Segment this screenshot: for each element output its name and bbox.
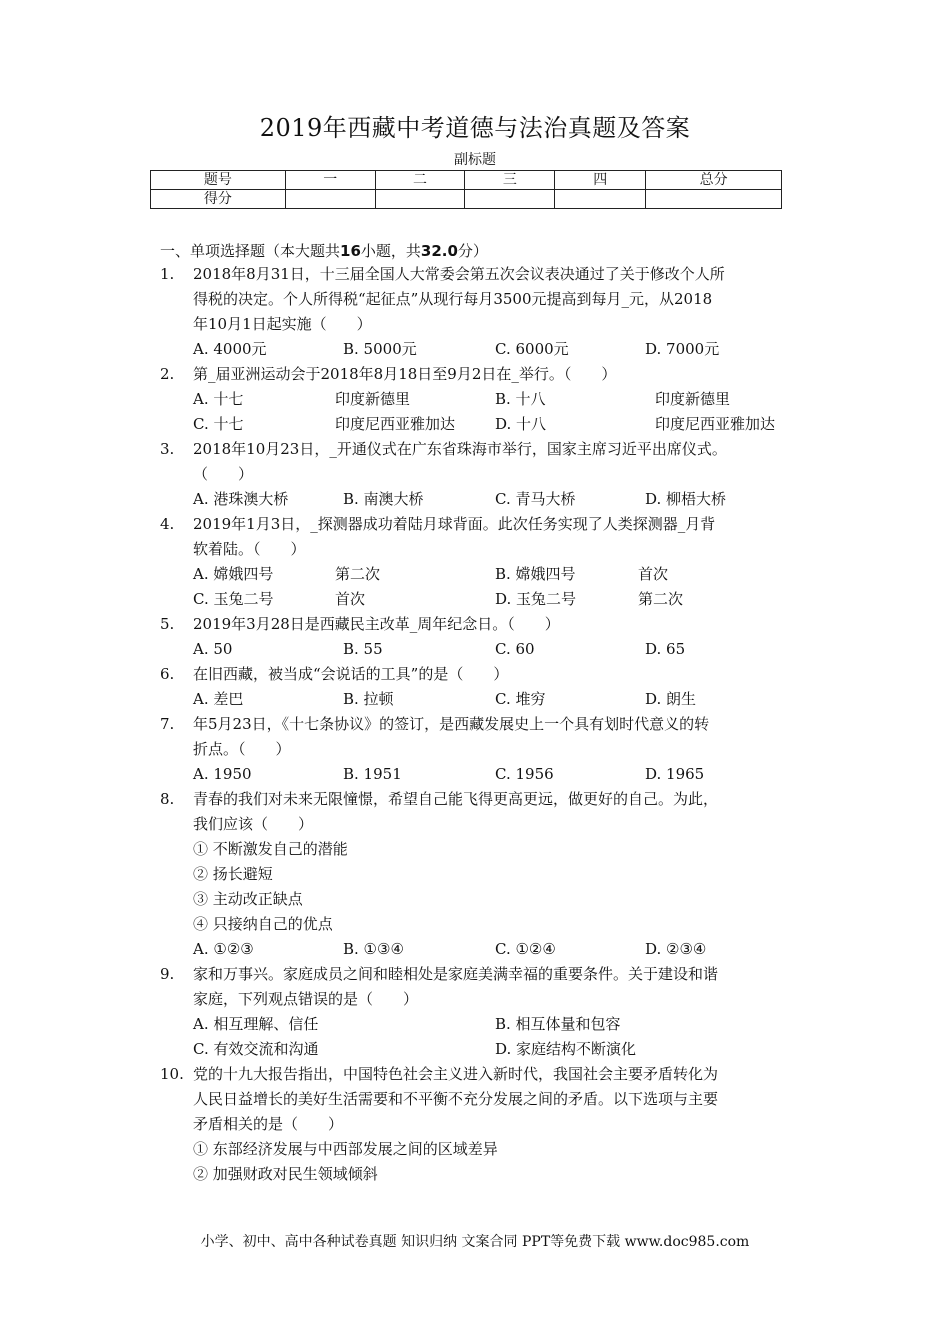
- question-item: [160, 437, 790, 487]
- answer-option[interactable]: D. 柳梧大桥: [645, 490, 727, 508]
- answer-option[interactable]: B. 嫦娥四号: [495, 565, 576, 583]
- answer-option[interactable]: C. 青马大桥: [495, 490, 576, 508]
- answer-option[interactable]: 印度尼西亚雅加达: [655, 415, 776, 433]
- answer-option[interactable]: C. 6000元: [495, 340, 569, 358]
- answer-option[interactable]: A. 50: [193, 640, 233, 658]
- answer-option[interactable]: B. 拉顿: [343, 690, 394, 708]
- answer-option[interactable]: B. 5000元: [343, 340, 417, 358]
- section-prefix: 一、单项选择题（本大题共: [160, 242, 341, 260]
- answer-option[interactable]: 印度尼西亚雅加达: [335, 415, 456, 433]
- answer-option[interactable]: C. 1956: [495, 765, 554, 783]
- score-cell: [555, 190, 646, 209]
- answer-option[interactable]: D. 玉兔二号: [495, 590, 577, 608]
- question-text-line: 党的十九大报告指出，中国特色社会主义进入新时代，我国社会主要矛盾转化为: [193, 1065, 719, 1083]
- question-text-line: 人民日益增长的美好生活需要和不平衡不充分发展之间的矛盾。以下选项与主要: [193, 1090, 719, 1108]
- question-number: 5.: [160, 615, 175, 633]
- answer-option[interactable]: D. 十八: [495, 415, 547, 433]
- score-cell: 得分: [151, 190, 286, 209]
- question-text-line: 2018年8月31日，十三届全国人大常委会第五次会议表决通过了关于修改个人所: [193, 265, 725, 283]
- answer-option[interactable]: 印度新德里: [335, 390, 411, 408]
- section-mid: 小题，共: [360, 242, 421, 260]
- page-subtitle: 副标题: [454, 152, 496, 168]
- answer-option[interactable]: 第二次: [638, 590, 684, 608]
- question-text-line: 我们应该（ ）: [193, 815, 314, 833]
- question-item: [160, 962, 790, 1012]
- question-item: [160, 362, 790, 387]
- score-cell: 总分: [646, 171, 782, 190]
- option-row: [160, 387, 790, 412]
- section-suffix: 分）: [457, 242, 488, 260]
- answer-option[interactable]: A. 4000元: [193, 340, 267, 358]
- score-table: [150, 170, 782, 209]
- answer-option[interactable]: A. 差巴: [193, 690, 244, 708]
- question-text-line: 得税的决定。个人所得税“起征点”从现行每月3500元提高到每月_元，从2018: [193, 290, 713, 308]
- answer-option[interactable]: C. 有效交流和沟通: [193, 1040, 319, 1058]
- option-row: [160, 587, 790, 612]
- answer-option[interactable]: 首次: [638, 565, 669, 583]
- question-number: 2.: [160, 365, 175, 383]
- score-cell: [465, 190, 555, 209]
- answer-option[interactable]: C. 玉兔二号: [193, 590, 274, 608]
- question-item: [160, 662, 790, 687]
- question-number: 8.: [160, 790, 175, 808]
- question-text-line: 矛盾相关的是（ ）: [193, 1115, 344, 1133]
- score-cell: 三: [465, 171, 555, 190]
- score-cell: [285, 190, 375, 209]
- question-text-line: ② 加强财政对民生领域倾斜: [193, 1165, 378, 1183]
- score-table-header-row: [151, 171, 782, 190]
- score-cell: [375, 190, 465, 209]
- question-number: 9.: [160, 965, 175, 983]
- question-text-line: ① 东部经济发展与中西部发展之间的区域差异: [193, 1140, 498, 1158]
- question-item: [160, 612, 790, 637]
- answer-option[interactable]: D. 朗生: [645, 690, 697, 708]
- question-text-line: 在旧西藏，被当成“会说话的工具”的是（ ）: [193, 665, 509, 683]
- score-cell: [646, 190, 782, 209]
- score-cell: 二: [375, 171, 465, 190]
- option-row: [160, 1012, 790, 1037]
- option-row: [160, 487, 790, 512]
- question-number: 4.: [160, 515, 175, 533]
- answer-option[interactable]: 印度新德里: [655, 390, 731, 408]
- question-number: 3.: [160, 440, 175, 458]
- option-row: [160, 637, 790, 662]
- answer-option[interactable]: C. 堆穷: [495, 690, 546, 708]
- question-text-line: ③ 主动改正缺点: [193, 890, 303, 908]
- question-text-line: 折点。（ ）: [193, 740, 291, 758]
- question-text-line: 家和万事兴。家庭成员之间和睦相处是家庭美满幸福的重要条件。关于建设和谐: [193, 965, 719, 983]
- answer-option[interactable]: A. 十七: [193, 390, 244, 408]
- answer-option[interactable]: A. ①②③: [193, 940, 254, 958]
- answer-option[interactable]: D. 家庭结构不断演化: [495, 1040, 637, 1058]
- question-text-line: ④ 只接纳自己的优点: [193, 915, 333, 933]
- answer-option[interactable]: A. 1950: [193, 765, 252, 783]
- question-item: [160, 512, 790, 562]
- score-table-score-row: [151, 190, 782, 209]
- answer-option[interactable]: D. 1965: [645, 765, 705, 783]
- question-text-line: 年5月23日，《十七条协议》的签订，是西藏发展史上一个具有划时代意义的转: [193, 715, 710, 733]
- question-text-line: （ ）: [193, 465, 254, 483]
- answer-option[interactable]: B. 55: [343, 640, 383, 658]
- answer-option[interactable]: B. ①③④: [343, 940, 404, 958]
- question-text-line: ① 不断激发自己的潜能: [193, 840, 348, 858]
- answer-option[interactable]: D. 7000元: [645, 340, 720, 358]
- score-cell: 一: [285, 171, 375, 190]
- question-item: [160, 712, 790, 762]
- question-list: [160, 262, 790, 1187]
- option-row: [160, 687, 790, 712]
- answer-option[interactable]: C. 十七: [193, 415, 244, 433]
- option-row: [160, 412, 790, 437]
- answer-option[interactable]: D. ②③④: [645, 940, 707, 958]
- option-row: [160, 937, 790, 962]
- option-row: [160, 762, 790, 787]
- answer-option[interactable]: B. 十八: [495, 390, 546, 408]
- section-heading: [160, 240, 488, 261]
- question-text-line: 第_届亚洲运动会于2018年8月18日至9月2日在_举行。（ ）: [193, 365, 617, 383]
- question-item: [160, 262, 790, 337]
- question-number: 6.: [160, 665, 175, 683]
- question-text-line: 2018年10月23日，_开通仪式在广东省珠海市举行，国家主席习近平出席仪式。: [193, 440, 727, 458]
- question-text-line: 软着陆。（ ）: [193, 540, 306, 558]
- page-footer: 小学、初中、高中各种试卷真题 知识归纳 文案合同 PPT等免费下载 www.doc985.com: [200, 1234, 750, 1250]
- score-cell: 题号: [151, 171, 286, 190]
- question-text-line: 青春的我们对未来无限憧憬，希望自己能飞得更高更远，做更好的自己。为此，: [193, 790, 719, 808]
- question-text-line: ② 扬长避短: [193, 865, 273, 883]
- question-item: [160, 787, 790, 937]
- answer-option[interactable]: B. 相互体量和包容: [495, 1015, 621, 1033]
- answer-option[interactable]: A. 港珠澳大桥: [193, 490, 289, 508]
- section-count: 16: [340, 242, 361, 260]
- answer-option[interactable]: C. ①②④: [495, 940, 556, 958]
- question-text-line: 家庭，下列观点错误的是（ ）: [193, 990, 419, 1008]
- question-number: 10.: [160, 1065, 184, 1083]
- answer-option[interactable]: 首次: [335, 590, 366, 608]
- option-row: [160, 337, 790, 362]
- question-text-line: 2019年3月28日是西藏民主改革_周年纪念日。（ ）: [193, 615, 560, 633]
- answer-option[interactable]: D. 65: [645, 640, 686, 658]
- score-cell: 四: [555, 171, 646, 190]
- answer-option[interactable]: 第二次: [335, 565, 381, 583]
- answer-option[interactable]: C. 60: [495, 640, 535, 658]
- option-row: [160, 1037, 790, 1062]
- question-item: [160, 1062, 790, 1187]
- question-text-line: 2019年1月3日，_探测器成功着陆月球背面。此次任务实现了人类探测器_月背: [193, 515, 716, 533]
- section-points: 32.0: [420, 242, 458, 260]
- answer-option[interactable]: B. 南澳大桥: [343, 490, 424, 508]
- option-row: [160, 562, 790, 587]
- answer-option[interactable]: B. 1951: [343, 765, 402, 783]
- answer-option[interactable]: A. 相互理解、信任: [193, 1015, 319, 1033]
- question-number: 7.: [160, 715, 175, 733]
- question-number: 1.: [160, 265, 175, 283]
- page-title: 2019年西藏中考道德与法治真题及答案: [259, 114, 691, 142]
- answer-option[interactable]: A. 嫦娥四号: [193, 565, 274, 583]
- question-text-line: 年10月1日起实施（ ）: [193, 315, 372, 333]
